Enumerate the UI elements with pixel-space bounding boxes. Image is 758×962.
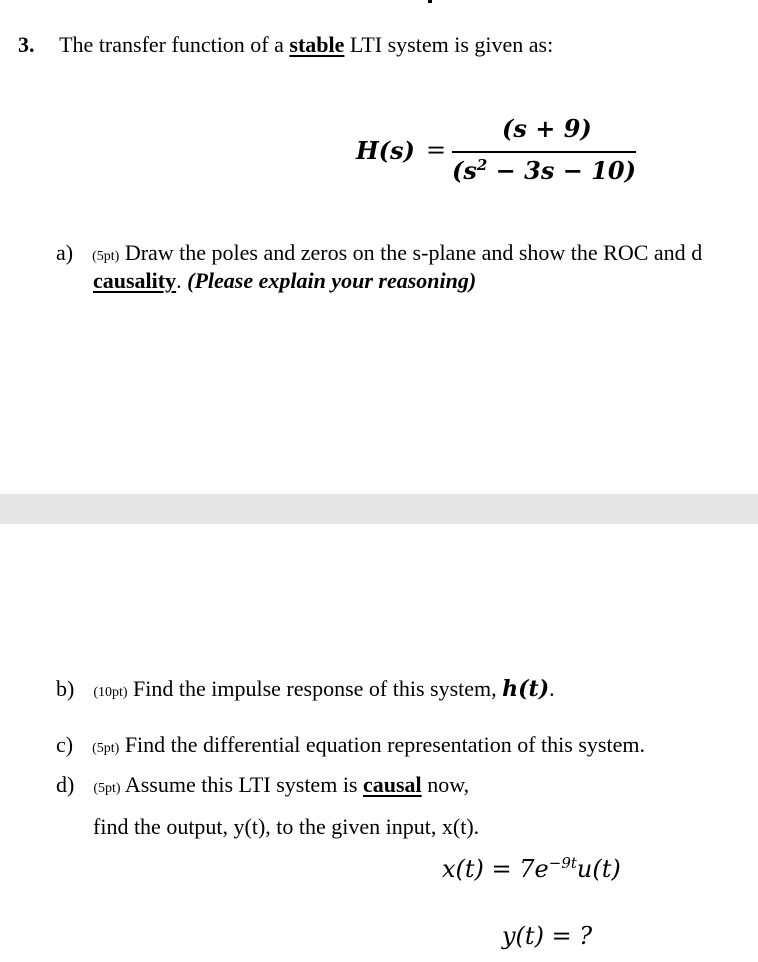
part-a-reasoning: (Please explain your reasoning) — [187, 268, 477, 293]
part-a-label: a) — [56, 240, 74, 265]
part-a-overflow: d — [691, 240, 703, 265]
part-d-points: (5pt) — [93, 781, 121, 796]
part-c-label: c) — [56, 732, 74, 757]
part-c-line — [56, 732, 645, 758]
denominator-pre: (s — [452, 156, 477, 185]
transfer-function-equals: = — [426, 136, 447, 164]
part-b-math: h(t) — [502, 676, 550, 702]
part-b-points: (10pt) — [93, 685, 128, 700]
question-intro-after: LTI system is given as: — [349, 32, 554, 57]
denominator-post: − 3s − 10) — [487, 156, 636, 185]
question-header — [18, 32, 553, 58]
part-b-line — [56, 676, 555, 702]
part-b-text: Find the impulse response of this system, — [133, 676, 497, 701]
part-a-period: . — [176, 268, 182, 293]
question-number: 3. — [18, 32, 35, 57]
part-c-points: (5pt) — [92, 741, 120, 756]
question-intro-before: The transfer function of a — [59, 32, 284, 57]
part-d-line2: find the output, y(t), to the given input, x(t). — [93, 814, 480, 839]
part-d-text-before: Assume this LTI system is — [124, 772, 358, 797]
part-c-text: Find the differential equation representation of this system. — [124, 732, 645, 757]
part-d-causal: causal — [363, 772, 422, 797]
input-equation — [442, 854, 621, 883]
input-exponent: −9t — [548, 854, 577, 872]
transfer-function-denominator — [452, 156, 636, 185]
part-a-causality: causality — [93, 268, 177, 293]
part-a-points: (5pt) — [92, 249, 120, 264]
part-a-text: Draw the poles and zeros on the s-plane and show the ROC and — [124, 240, 686, 265]
input-rhs: u(t) — [576, 855, 621, 883]
question-intro-emph: stable — [289, 32, 345, 57]
page-break-band — [0, 494, 758, 524]
top-mark — [428, 0, 432, 3]
part-a-line2 — [93, 268, 476, 294]
output-equation: y(t) = ? — [502, 922, 593, 950]
part-d-text-after: now, — [427, 772, 470, 797]
part-d-label: d) — [56, 772, 75, 797]
denominator-exponent: 2 — [476, 156, 488, 174]
input-lhs: x(t) = 7e — [442, 855, 549, 883]
transfer-function-lhs: H(s) — [356, 136, 415, 165]
part-b-label: b) — [56, 676, 75, 701]
part-d-line1 — [56, 772, 469, 798]
transfer-function-numerator: (s + 9) — [502, 114, 592, 143]
part-a-line1 — [56, 240, 702, 266]
part-b-end: . — [549, 676, 555, 701]
fraction-bar — [452, 151, 636, 153]
